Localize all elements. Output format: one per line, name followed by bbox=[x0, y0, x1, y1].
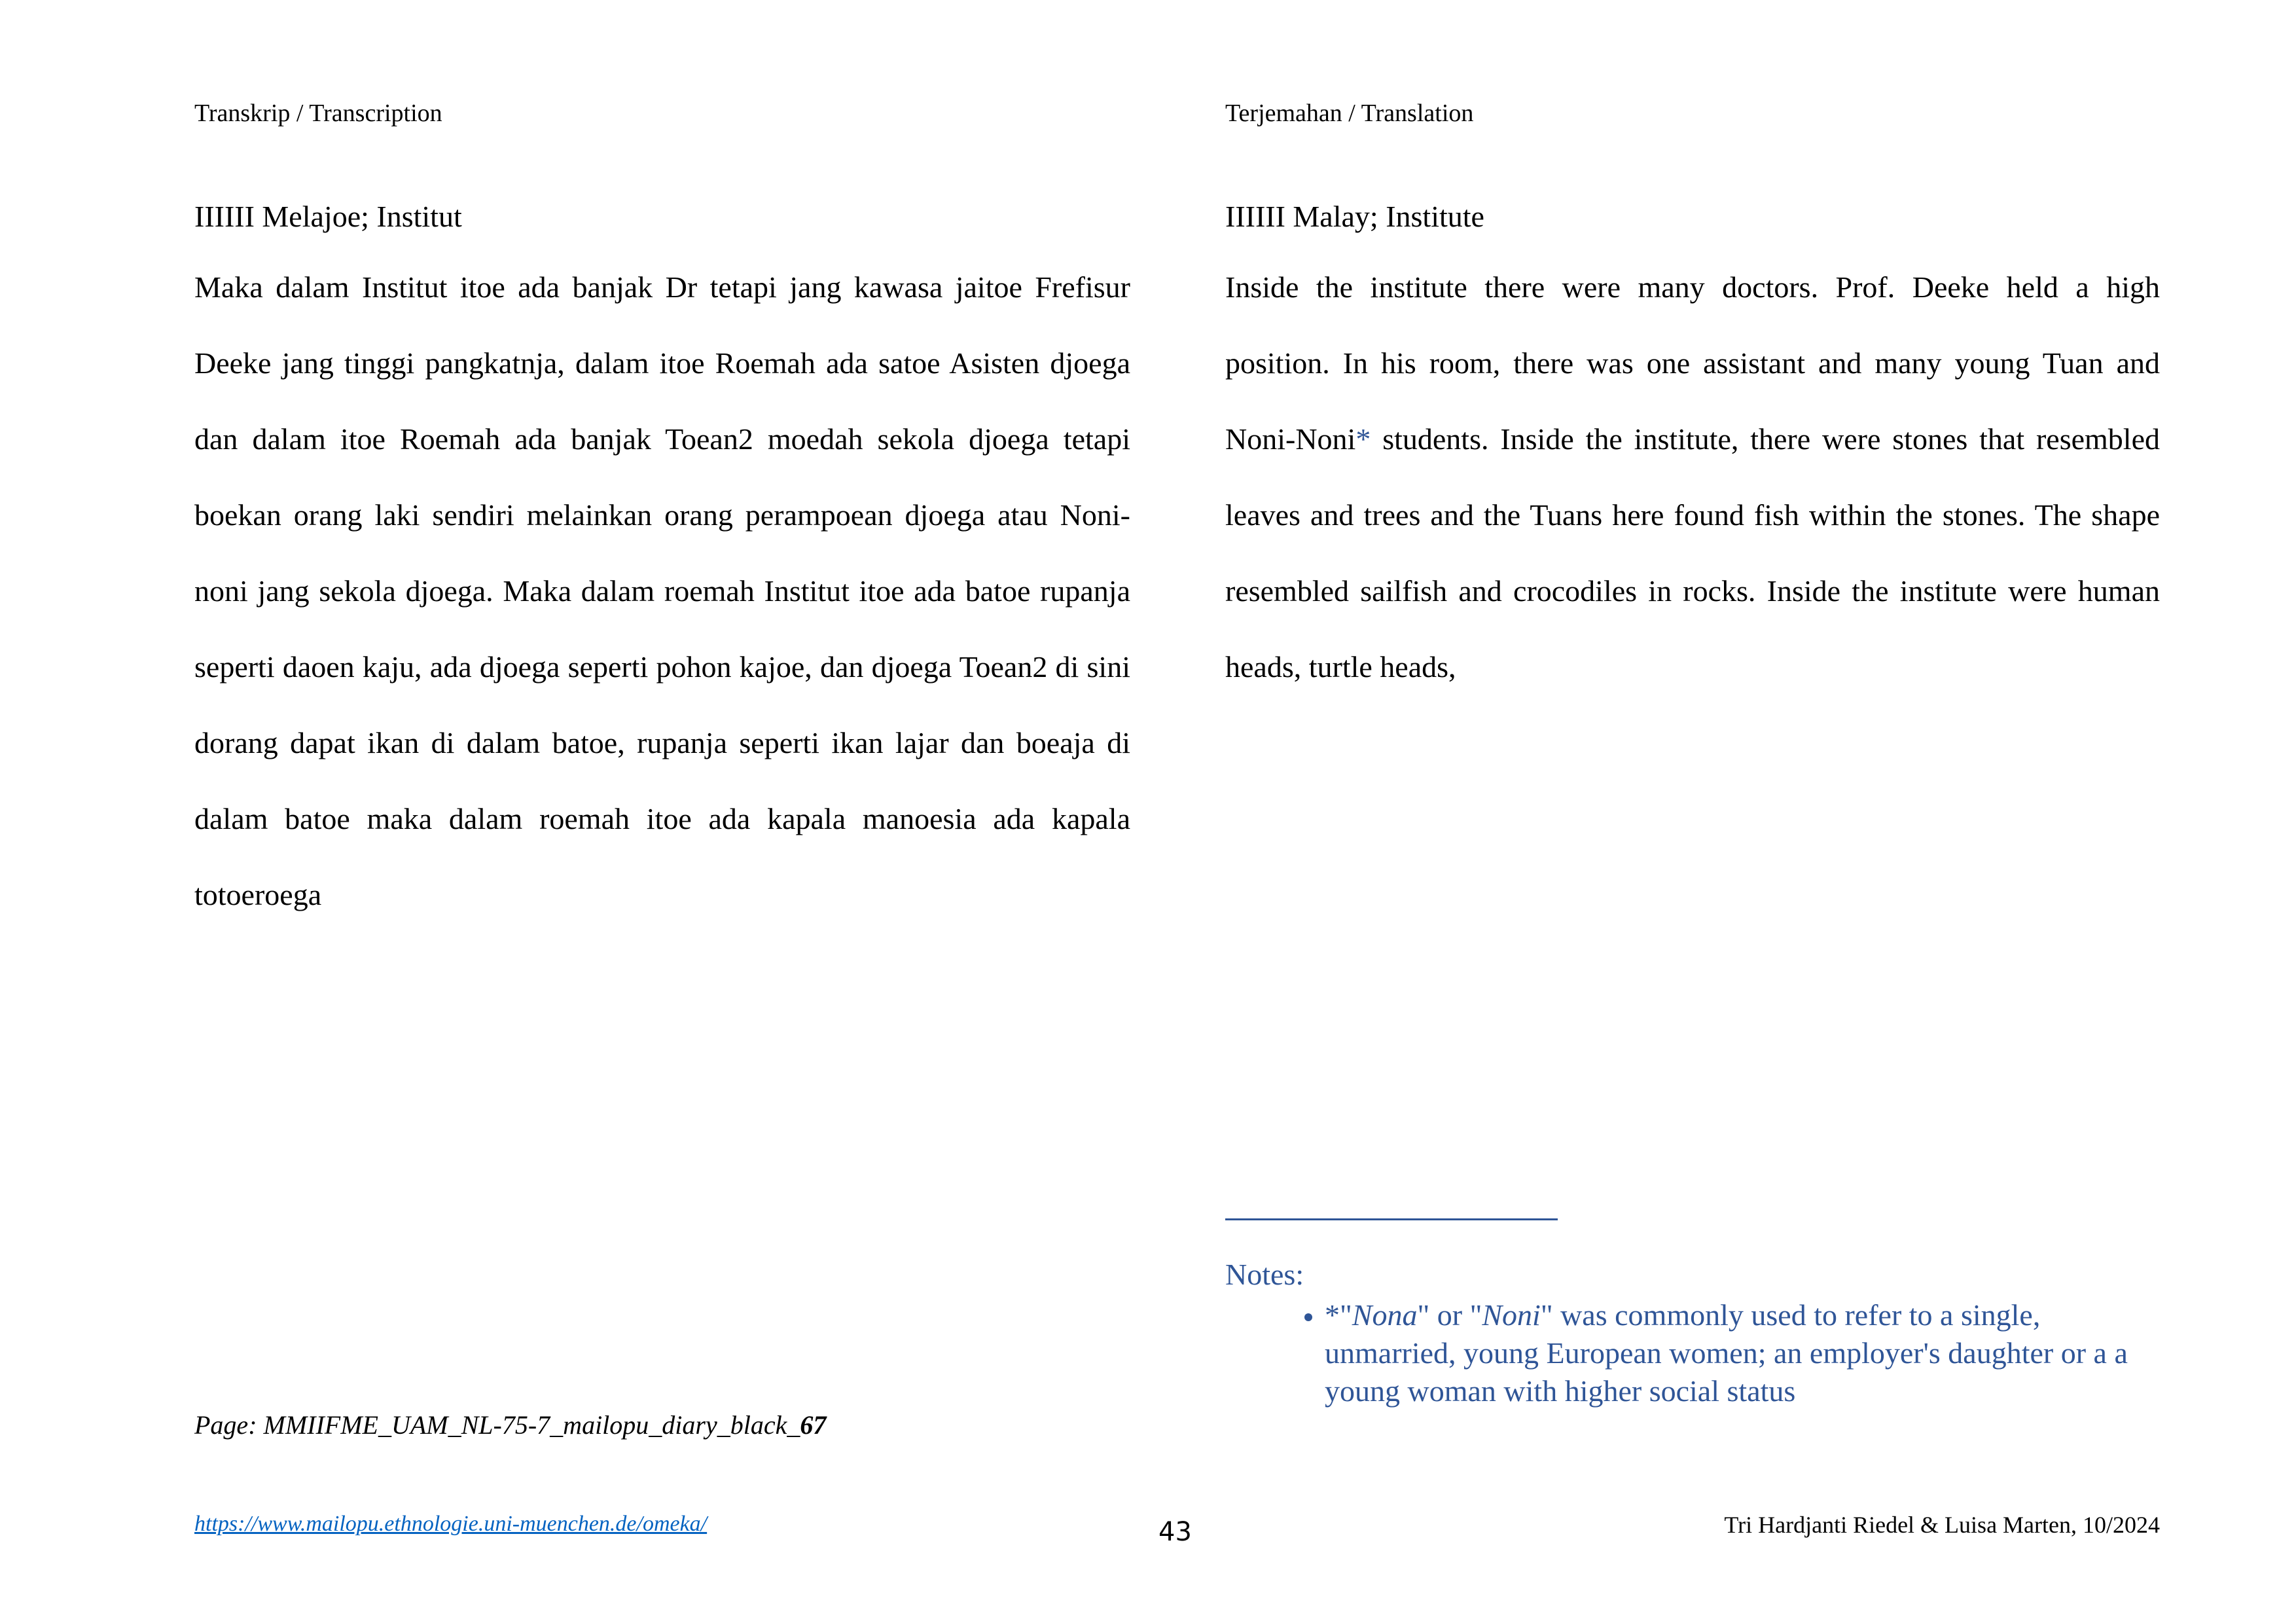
transcription-title: IIIIII Melajoe; Institut bbox=[194, 200, 462, 233]
translation-body-part-1: Inside the institute there were many doctors. Prof. Deeke held a high position. In his room, there was one assistant and many young Tuan and Noni-Noni bbox=[1225, 270, 2160, 456]
transcription-body: Maka dalam Institut itoe ada banjak Dr tetapi jang kawasa jaitoe Frefisur Deeke jang tinggi pangkatnja, dalam itoe Roemah ada satoe Asisten djoega dan dalam itoe Roemah ada banjak Toean2 moedah sekola djoega tetapi boekan orang laki sendiri melainkan orang perampoean djoega atau Noni-noni jang sekola djoega. Maka dalam roemah Institut itoe ada batoe rupanja seperti daoen kaju, ada djoega seperti pohon kajoe, dan djoega Toean2 di sini dorang dapat ikan di dalam batoe, rupanja seperti ikan lajar dan boeaja di dalam batoe maka dalam roemah itoe ada kapala manoesia ada kapala totoeroega bbox=[194, 270, 1130, 911]
translation-column bbox=[1225, 194, 2160, 705]
notes-label: Notes: bbox=[1225, 1258, 1304, 1291]
page-reference-number: 67 bbox=[800, 1410, 827, 1440]
footer-credit: Tri Hardjanti Riedel & Luisa Marten, 10/2024 bbox=[1724, 1512, 2160, 1538]
note-prefix: *" bbox=[1325, 1298, 1352, 1332]
note-item bbox=[1325, 1296, 2168, 1410]
transcription-column bbox=[194, 194, 1130, 933]
notes-list bbox=[1225, 1296, 2168, 1410]
notes-section bbox=[1225, 1256, 2168, 1410]
transcription-column-header: Transkrip / Transcription bbox=[194, 100, 442, 127]
note-rest: " was commonly used to refer to a single, unmarried, young European women; an employer's daughter or a a young woman with higher social status bbox=[1325, 1298, 2128, 1408]
note-term-nona: Nona bbox=[1352, 1298, 1418, 1332]
translation-title: IIIIII Malay; Institute bbox=[1225, 200, 1484, 233]
note-term-noni: Noni bbox=[1482, 1298, 1541, 1332]
page-reference-prefix: Page: MMIIFME_UAM_NL-75-7_mailopu_diary_black_ bbox=[194, 1410, 800, 1440]
footnote-separator bbox=[1225, 1218, 1558, 1220]
footnote-marker[interactable]: * bbox=[1355, 422, 1371, 456]
page-reference bbox=[194, 1408, 826, 1443]
note-middle: " or " bbox=[1417, 1298, 1482, 1332]
footer-url-link[interactable]: https://www.mailopu.ethnologie.uni-muenchen.de/omeka/ bbox=[194, 1512, 708, 1536]
translation-body bbox=[1225, 249, 2160, 705]
translation-column-header: Terjemahan / Translation bbox=[1225, 100, 1474, 127]
page-number: 43 bbox=[1158, 1517, 1192, 1547]
translation-body-part-2: students. Inside the institute, there were stones that resembled leaves and trees and the Tuans here found fish within the stones. The shape resembled sailfish and crocodiles in rocks. Inside the institute were human heads, turtle heads, bbox=[1225, 422, 2160, 684]
